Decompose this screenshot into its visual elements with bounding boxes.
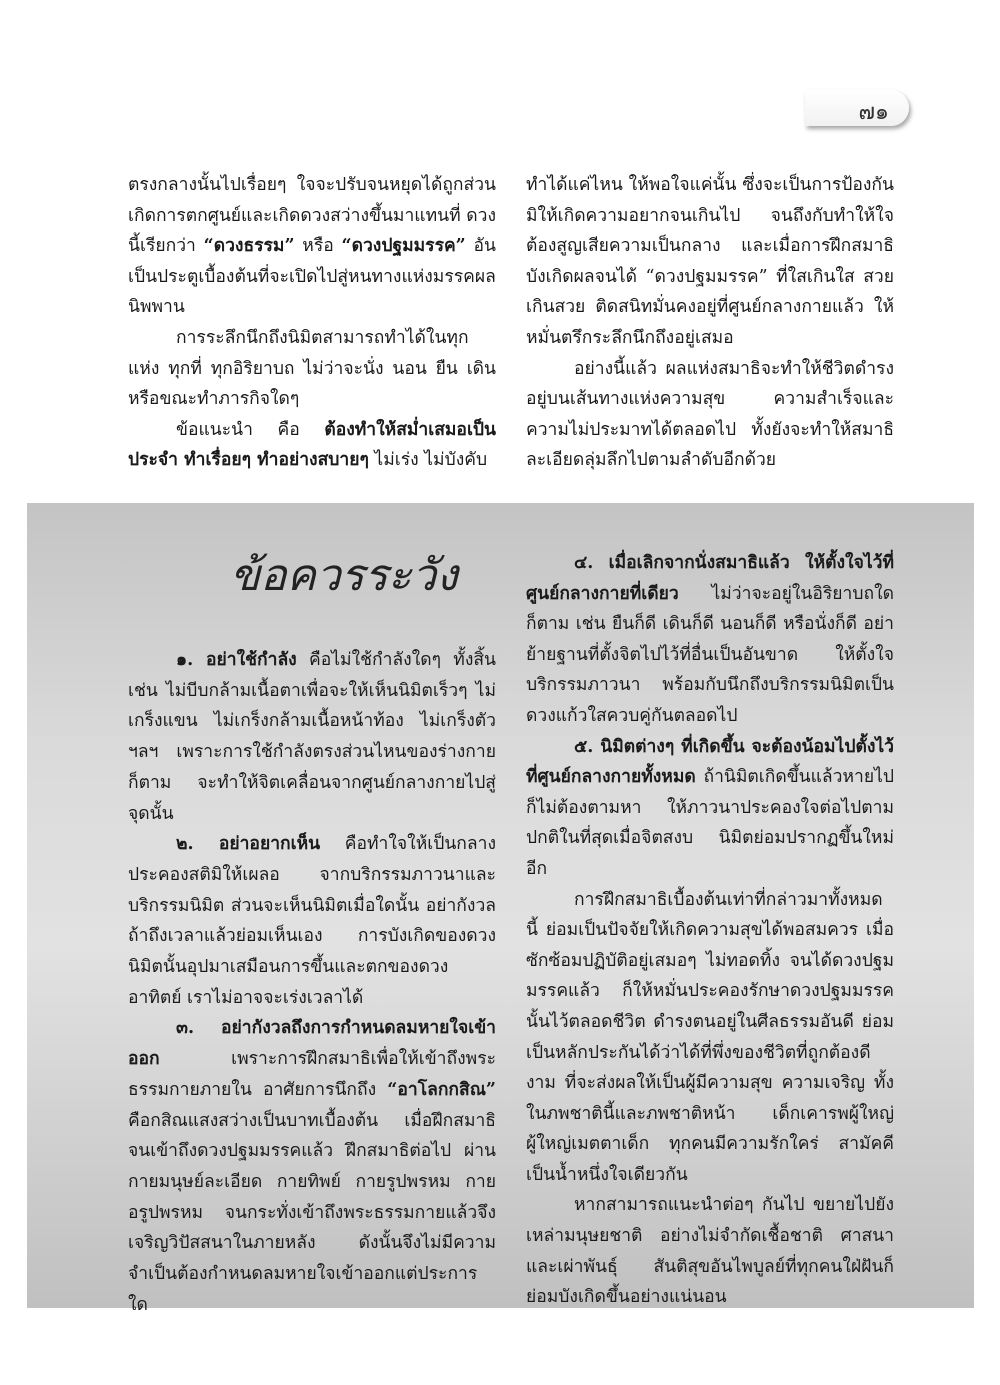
paragraph: การระลึกนึกถึงนิมิตสามารถทำได้ในทุกแห่ง ทุกที่ ทุกอิริยาบถ ไม่ว่าจะนั่ง นอน ยืน เดิน หรือขณะทำภารกิจใดๆ: [128, 327, 496, 410]
paragraph: ข้อแนะนำ คือ ต้องทำให้สม่ำเสมอเป็นประจำ ทำเรื่อยๆ ทำอย่างสบายๆ ไม่เร่ง ไม่บังคับ: [128, 419, 496, 471]
paragraph: อย่างนี้แล้ว ผลแห่งสมาธิจะทำให้ชีวิตดำรงอยู่บนเส้นทางแห่งความสุข ความสำเร็จและความไม่ประมาทได้ตลอดไป ทั้งยังจะทำให้สมาธิละเอียดลุ่มลึกไปตามลำดับอีกด้วย: [526, 358, 894, 471]
caution-item-2: ๒. อย่าอยากเห็น คือทำใจให้เป็นกลาง ประคองสติมิให้เผลอ จากบริกรรมภาวนาและบริกรรมนิมิต ส่วนจะเห็นนิมิตเมื่อใดนั้น อย่ากังวล ถ้าถึงเวลาแล้วย่อมเห็นเอง การบังเกิดของดวงนิมิตนั้นอุปมาเสมือนการขึ้นและตกของดวงอาทิตย์ เราไม่อาจจะเร่งเวลาได้: [128, 834, 496, 1008]
page-number-tab: [805, 90, 909, 126]
caution-item-5: ๕. นิมิตต่างๆ ที่เกิดขึ้น จะต้องน้อมไปตั้งไว้ที่ศูนย์กลางกายทั้งหมด ถ้านิมิตเกิดขึ้นแล้วหายไปก็ไม่ต้องตามหา ให้ภาวนาประคองใจต่อไปตามปกติในที่สุดเมื่อจิตสงบ นิมิตย่อมปรากฏขึ้นใหม่อีก: [526, 736, 894, 879]
caution-item-4: ๔. เมื่อเลิกจากนั่งสมาธิแล้ว ให้ตั้งใจไว้ที่ศูนย์กลางกายที่เดียว ไม่ว่าจะอยู่ในอิริยาบถใดก็ตาม เช่น ยืนก็ดี เดินก็ดี นอนก็ดี หรือนั่งก็ดี อย่าย้ายฐานที่ตั้งจิตไปไว้ที่อื่นเป็นอันขาด ให้ตั้งใจบริกรรมภาวนา พร้อมกับนึกถึงบริกรรมนิมิตเป็นดวงแก้วใสควบคู่กันตลอดไป: [526, 553, 894, 726]
top-right-column: [526, 170, 894, 476]
top-left-column: [128, 170, 496, 476]
page-number: ๗๑: [858, 100, 889, 125]
caution-item-3: ๓. อย่ากังวลถึงการกำหนดลมหายใจเข้าออก เพราะการฝึกสมาธิเพื่อให้เข้าถึงพระธรรมกายภายใน อาศัยการนึกถึง “อาโลกกสิณ” คือกสิณแสงสว่างเป็นบาทเบื้องต้น เมื่อฝึกสมาธิจนเข้าถึงดวงปฐมมรรคแล้ว ฝึกสมาธิต่อไป ผ่านกายมนุษย์ละเอียด กายทิพย์ กายรูปพรหม กายอรูปพรหม จนกระทั่งเข้าถึงพระธรรมกายแล้วจึงเจริญวิปัสสนาในภายหลัง ดังนั้นจึงไม่มีความจำเป็นต้องกำหนดลมหายใจเข้าออกแต่ประการใด: [128, 1018, 496, 1315]
caution-item-1: ๑. อย่าใช้กำลัง คือไม่ใช้กำลังใดๆ ทั้งสิ้น เช่น ไม่บีบกล้ามเนื้อตาเพื่อจะให้เห็นนิมิตเร็วๆ ไม่เกร็งแขน ไม่เกร็งกล้ามเนื้อหน้าท้อง ไม่เกร็งตัว ฯลฯ เพราะการใช้กำลังตรงส่วนไหนของร่างกายก็ตาม จะทำให้จิตเคลื่อนจากศูนย์กลางกายไปสู่จุดนั้น: [128, 650, 497, 824]
cautions-right-column: [526, 548, 894, 1313]
cautions-left-column: [128, 645, 496, 1320]
paragraph: ตรงกลางนั้นไปเรื่อยๆ ใจจะปรับจนหยุดได้ถูกส่วน เกิดการตกศูนย์และเกิดดวงสว่างขึ้นมาแทนที่ ดวงนี้เรียกว่า “ดวงธรรม” หรือ “ดวงปฐมมรรค” อันเป็นประตูเบื้องต้นที่จะเปิดไปสู่หนทางแห่งมรรคผลนิพพาน: [128, 175, 496, 318]
paragraph: ทำได้แค่ไหน ให้พอใจแค่นั้น ซึ่งจะเป็นการป้องกันมิให้เกิดความอยากจนเกินไป จนถึงกับทำให้ใจต้องสูญเสียความเป็นกลาง และเมื่อการฝึกสมาธิบังเกิดผลจนได้ “ดวงปฐมมรรค” ที่ใสเกินใส สวยเกินสวย ติดสนิทมั่นคงอยู่ที่ศูนย์กลางกายแล้ว ให้หมั่นตรึกระลึกนึกถึงอยู่เสมอ: [526, 175, 894, 348]
paragraph: การฝึกสมาธิเบื้องต้นเท่าที่กล่าวมาทั้งหมดนี้ ย่อมเป็นปัจจัยให้เกิดความสุขได้พอสมควร เมื่อซักซ้อมปฏิบัติอยู่เสมอๆ ไม่ทอดทิ้ง จนได้ดวงปฐมมรรคแล้ว ก็ให้หมั่นประคองรักษาดวงปฐมมรรคนั้นไว้ตลอดชีวิต ดำรงตนอยู่ในศีลธรรมอันดี ย่อมเป็นหลักประกันได้ว่าได้ที่พึ่งของชีวิตที่ถูกต้องดีงาม ที่จะส่งผลให้เป็นผู้มีความสุข ความเจริญ ทั้งในภพชาตินี้และภพชาติหน้า เด็กเคารพผู้ใหญ่ ผู้ใหญ่เมตตาเด็ก ทุกคนมีความรักใคร่ สามัคคีเป็นน้ำหนึ่งใจเดียวกัน: [526, 889, 894, 1185]
paragraph: หากสามารถแนะนำต่อๆ กันไป ขยายไปยังเหล่ามนุษยชาติ อย่างไม่จำกัดเชื้อชาติ ศาสนา และเผ่าพันธุ์ สันติสุขอันไพบูลย์ที่ทุกคนใฝ่ฝันก็ย่อมบังเกิดขึ้นอย่างแน่นอน: [526, 1195, 894, 1308]
cautions-title: ข้อควรระวัง: [230, 550, 458, 601]
